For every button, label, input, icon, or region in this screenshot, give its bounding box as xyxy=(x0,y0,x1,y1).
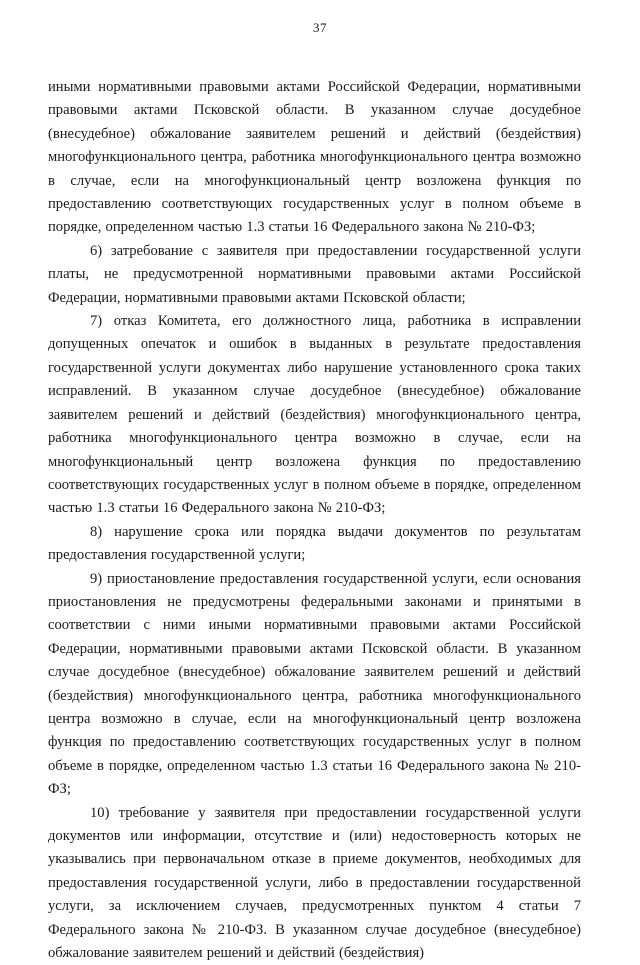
paragraph-continuation: иными нормативными правовыми актами Российской Федерации, нормативными правовыми актами Псковской области. В указанном случае досудебное (внесудебное) обжалование заявителем решений и действий (бездействия) многофункционального центра, работника многофункционального центра возможно в случае, если на многофункциональный центр возложена функция по предоставлению соответствующих государственных услуг в полном объеме в порядке, определенном частью 1.3 статьи 16 Федерального закона № 210-ФЗ; xyxy=(48,79,581,236)
paragraph-item-6: 6) затребование с заявителя при предоставлении государственной услуги платы, не предусмотренной нормативными правовыми актами Российской Федерации, нормативными правовыми актами Псковской области; xyxy=(48,242,581,306)
paragraph-item-8: 8) нарушение срока или порядка выдачи документов по результатам предоставления государственной услуги; xyxy=(48,523,581,564)
paragraph-item-10: 10) требование у заявителя при предоставлении государственной услуги документов или информации, отсутствие и (или) недостоверность которых не указывались при первоначальном отказе в приеме документов, необходимых для предоставления государственной услуги, либо в предоставлении государственной услуги, за исключением случаев, предусмотренных пунктом 4 статьи 7 Федерального закона № 210-ФЗ. В указанном случае досудебное (внесудебное) обжалование заявителем решений и действий (бездействия) xyxy=(48,804,581,962)
paragraph-item-9: 9) приостановление предоставления государственной услуги, если основания приостановления не предусмотрены федеральными законами и принятыми в соответствии с ними иными нормативными правовыми актами Российской Федерации, нормативными правовыми актами Псковской области. В указанном случае досудебное (внесудебное) обжалование заявителем решений и действий (бездействия) многофункционального центра, работника многофункционального центра возможно в случае, если на многофункциональный центр возложена функция по предоставлению соответствующих государственных услуг в полном объеме в порядке, определенном частью 1.3 статьи 16 Федерального закона № 210-ФЗ; xyxy=(48,570,581,798)
page-number: 37 xyxy=(313,20,327,35)
paragraph-item-7: 7) отказ Комитета, его должностного лица, работника в исправлении допущенных опечаток и ошибок в выданных в результате предоставления государственной услуги документах либо нарушение установленного срока таких исправлений. В указанном случае досудебное (внесудебное) обжалование заявителем решений и действий (бездействия) многофункционального центра, работника многофункционального центра возможно в случае, если на многофункциональный центр возложена функция по предоставлению соответствующих государственных услуг в полном объеме в порядке, определенном частью 1.3 статьи 16 Федерального закона № 210-ФЗ; xyxy=(48,313,581,517)
document-body xyxy=(48,76,581,965)
